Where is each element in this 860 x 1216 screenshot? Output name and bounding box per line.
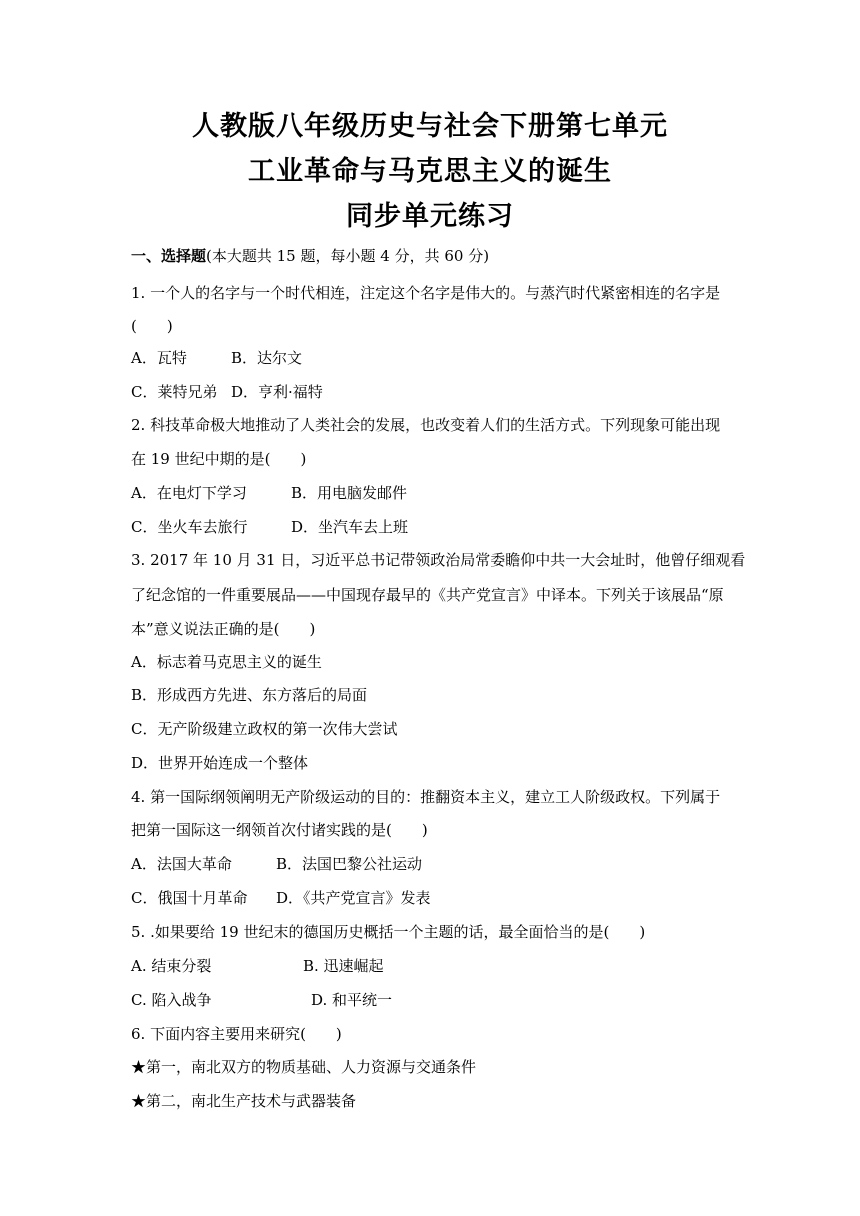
question-3-option-b: B．形成西方先进、东方落后的局面 [131, 686, 368, 704]
question-2-option-c: C．坐火车去旅行 [131, 518, 248, 536]
question-4-option-a: A．法国大革命 [131, 855, 232, 873]
question-1-option-a: A．瓦特 [131, 349, 187, 367]
question-4-option-c: C．俄国十月革命 [131, 889, 248, 907]
question-4-option-b: B．法国巴黎公社运动 [276, 855, 423, 873]
question-2-option-a: A．在电灯下学习 [131, 484, 247, 502]
question-1-option-c: C．莱特兄弟 [131, 383, 218, 401]
question-6-line-1: 6. 下面内容主要用来研究( ) [131, 1025, 342, 1043]
question-6-line-3: ★第二，南北生产技术与武器装备 [131, 1092, 357, 1110]
question-4-line-1: 4. 第一国际纲领阐明无产阶级运动的目的：推翻资本主义，建立工人阶级政权。下列属于 [131, 788, 721, 806]
question-1-line-1: 1. 一个人的名字与一个时代相连，注定这个名字是伟大的。与蒸汽时代紧密相连的名字是 [131, 284, 721, 302]
question-2-option-d: D．坐汽车去上班 [291, 518, 409, 536]
section-note: (本大题共 15 题，每小题 4 分，共 60 分) [206, 247, 490, 265]
section-heading [131, 247, 489, 265]
section-label: 一、选择题 [131, 247, 207, 265]
question-5-option-b: B. 迅速崛起 [303, 957, 384, 975]
question-1-line-2: ( ) [131, 317, 173, 335]
question-5-option-a: A. 结束分裂 [131, 957, 212, 975]
question-2-option-b: B．用电脑发邮件 [291, 484, 408, 502]
document-title-line-1: 人教版八年级历史与社会下册第七单元 [192, 111, 668, 142]
question-1-option-b: B．达尔文 [231, 349, 303, 367]
question-3-line-1: 3. 2017 年 10 月 31 日，习近平总书记带领政治局常委瞻仰中共一大会址时，他曾仔细观看 [131, 551, 746, 569]
question-4-option-d: D．《共产党宣言》发表 [276, 889, 431, 907]
question-5-option-c: C. 陷入战争 [131, 991, 212, 1009]
question-4-line-2: 把第一国际这一纲领首次付诸实践的是( ) [131, 821, 428, 839]
question-6-line-2: ★第一，南北双方的物质基础、人力资源与交通条件 [131, 1058, 477, 1076]
document-title-line-3: 同步单元练习 [346, 201, 514, 232]
question-3-option-a: A．标志着马克思主义的诞生 [131, 653, 322, 671]
question-1-option-d: D．亨利·福特 [231, 383, 323, 401]
question-3-option-c: C．无产阶级建立政权的第一次伟大尝试 [131, 720, 398, 738]
question-2-line-1: 2. 科技革命极大地推动了人类社会的发展，也改变着人们的生活方式。下列现象可能出现 [131, 416, 721, 434]
question-2-line-2: 在 19 世纪中期的是( ) [131, 450, 307, 468]
question-5-line-1: 5. .如果要给 19 世纪末的德国历史概括一个主题的话，最全面恰当的是( ) [131, 923, 646, 941]
document-title-line-2: 工业革命与马克思主义的诞生 [248, 156, 612, 187]
question-5-option-d: D. 和平统一 [311, 991, 393, 1009]
question-3-line-3: 本”意义说法正确的是( ) [131, 620, 316, 638]
question-3-option-d: D．世界开始连成一个整体 [131, 754, 309, 772]
question-3-line-2: 了纪念馆的一件重要展品——中国现存最早的《共产党宣言》中译本。下列关于该展品“原 [131, 586, 724, 604]
